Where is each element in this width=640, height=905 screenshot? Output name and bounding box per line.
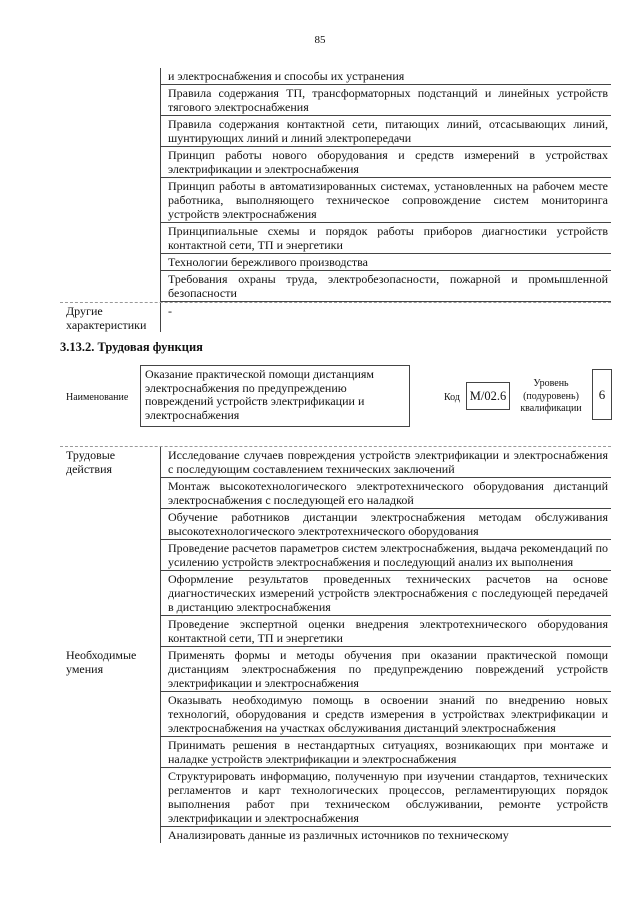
skill-item: Принимать решения в нестандартных ситуациях, возникающих при монтаже и наладке устройств электрификации и электроснабжения <box>161 737 611 768</box>
knowledge-item: Принципиальные схемы и порядок работы приборов диагностики устройств контактной сети, ТП и энергетики <box>161 223 611 254</box>
name-label: Наименование <box>66 392 129 403</box>
knowledge-item: Принцип работы нового оборудования и средств измерений в устройствах электрификации и электроснабжения <box>161 147 611 178</box>
skill-item: Анализировать данные из различных источников по техническому <box>168 828 509 842</box>
labor-action-item: Исследование случаев повреждения устройств электрификации и электроснабжения с последующим составлением технических заключений <box>161 447 611 478</box>
labor-action-item: Оформление результатов проведенных технических расчетов на основе диагностических измерений устройств электроснабжения с последующей передачей в дистанцию электроснабжения <box>161 571 611 616</box>
other-characteristics-label: Другие характеристики <box>66 304 147 332</box>
knowledge-item: Технологии бережливого производства <box>161 254 611 271</box>
other-characteristics-row <box>60 302 611 332</box>
skill-item: Оказывать необходимую помощь в освоении знаний по внедрению новых технологий, оборудования и средств измерения в устройствах электрификации и электроснабжения на участках обслуживания дистанций электроснабжения <box>161 692 611 737</box>
section-title: 3.13.2. Трудовая функция <box>60 340 203 354</box>
other-characteristics-value: - <box>168 304 172 318</box>
function-name: Оказание практической помощи дистанциям электроснабжения по предупреждению повреждений устройств электрификации и электроснабжения <box>140 365 410 427</box>
knowledge-item: Требования охраны труда, электробезопасности, пожарной и промышленной безопасности <box>161 271 611 302</box>
other-characteristics-items <box>160 303 611 332</box>
skills-items <box>160 647 611 843</box>
qualification-level-label: Уровень (подуровень) квалификации <box>520 378 582 414</box>
skill-item: Структурировать информацию, полученную при изучении стандартов, технических регламентов и карт технологических процессов, регламентирующих порядок выполнения работ при техническом обслуживании, ремонте устройств электрификации и электроснабжения <box>161 768 611 827</box>
labor-action-item: Обучение работников дистанции электроснабжения методам обслуживания высокотехнологического электротехнического оборудования <box>161 509 611 540</box>
knowledge-item: Принцип работы в автоматизированных системах, установленных на рабочем месте работника, выполняющего техническое сопровождение систем мониторинга устройств электроснабжения <box>161 178 611 223</box>
labor-actions-items <box>160 447 611 647</box>
function-code: М/02.6 <box>466 382 510 410</box>
code-label: Код <box>444 392 460 403</box>
knowledge-label <box>60 68 160 302</box>
knowledge-group <box>60 68 611 302</box>
labor-actions-label: Трудовые действия <box>66 448 116 476</box>
knowledge-table <box>60 68 611 332</box>
labor-function-table <box>60 446 611 843</box>
labor-action-item: Проведение экспертной оценки внедрения электротехнического оборудования контактной сети, ТП и энергетики <box>161 616 611 647</box>
knowledge-items <box>160 68 611 302</box>
knowledge-item: Правила содержания контактной сети, питающих линий, отсасывающих линий, шунтирующих линий и линий электропередачи <box>161 116 611 147</box>
labor-actions-group <box>60 446 611 647</box>
skills-group <box>60 647 611 843</box>
skill-item: Применять формы и методы обучения при оказании практической помощи дистанциям электроснабжения по предупреждению повреждений устройств электрификации и электроснабжения <box>161 647 611 692</box>
knowledge-item: и электроснабжения и способы их устранения <box>161 68 611 85</box>
qualification-level: 6 <box>592 369 612 420</box>
skills-label: Необходимые умения <box>66 648 137 676</box>
page-number: 85 <box>314 34 326 46</box>
knowledge-item: Правила содержания ТП, трансформаторных подстанций и линейных устройств тягового электроснабжения <box>161 85 611 116</box>
function-header <box>60 365 611 429</box>
labor-action-item: Проведение расчетов параметров систем электроснабжения, выдача рекомендаций по усилению устройств электроснабжения и последующий анализ их выполнения <box>161 540 611 571</box>
labor-action-item: Монтаж высокотехнологического электротехнического оборудования дистанций электроснабжения с последующей его наладкой <box>161 478 611 509</box>
